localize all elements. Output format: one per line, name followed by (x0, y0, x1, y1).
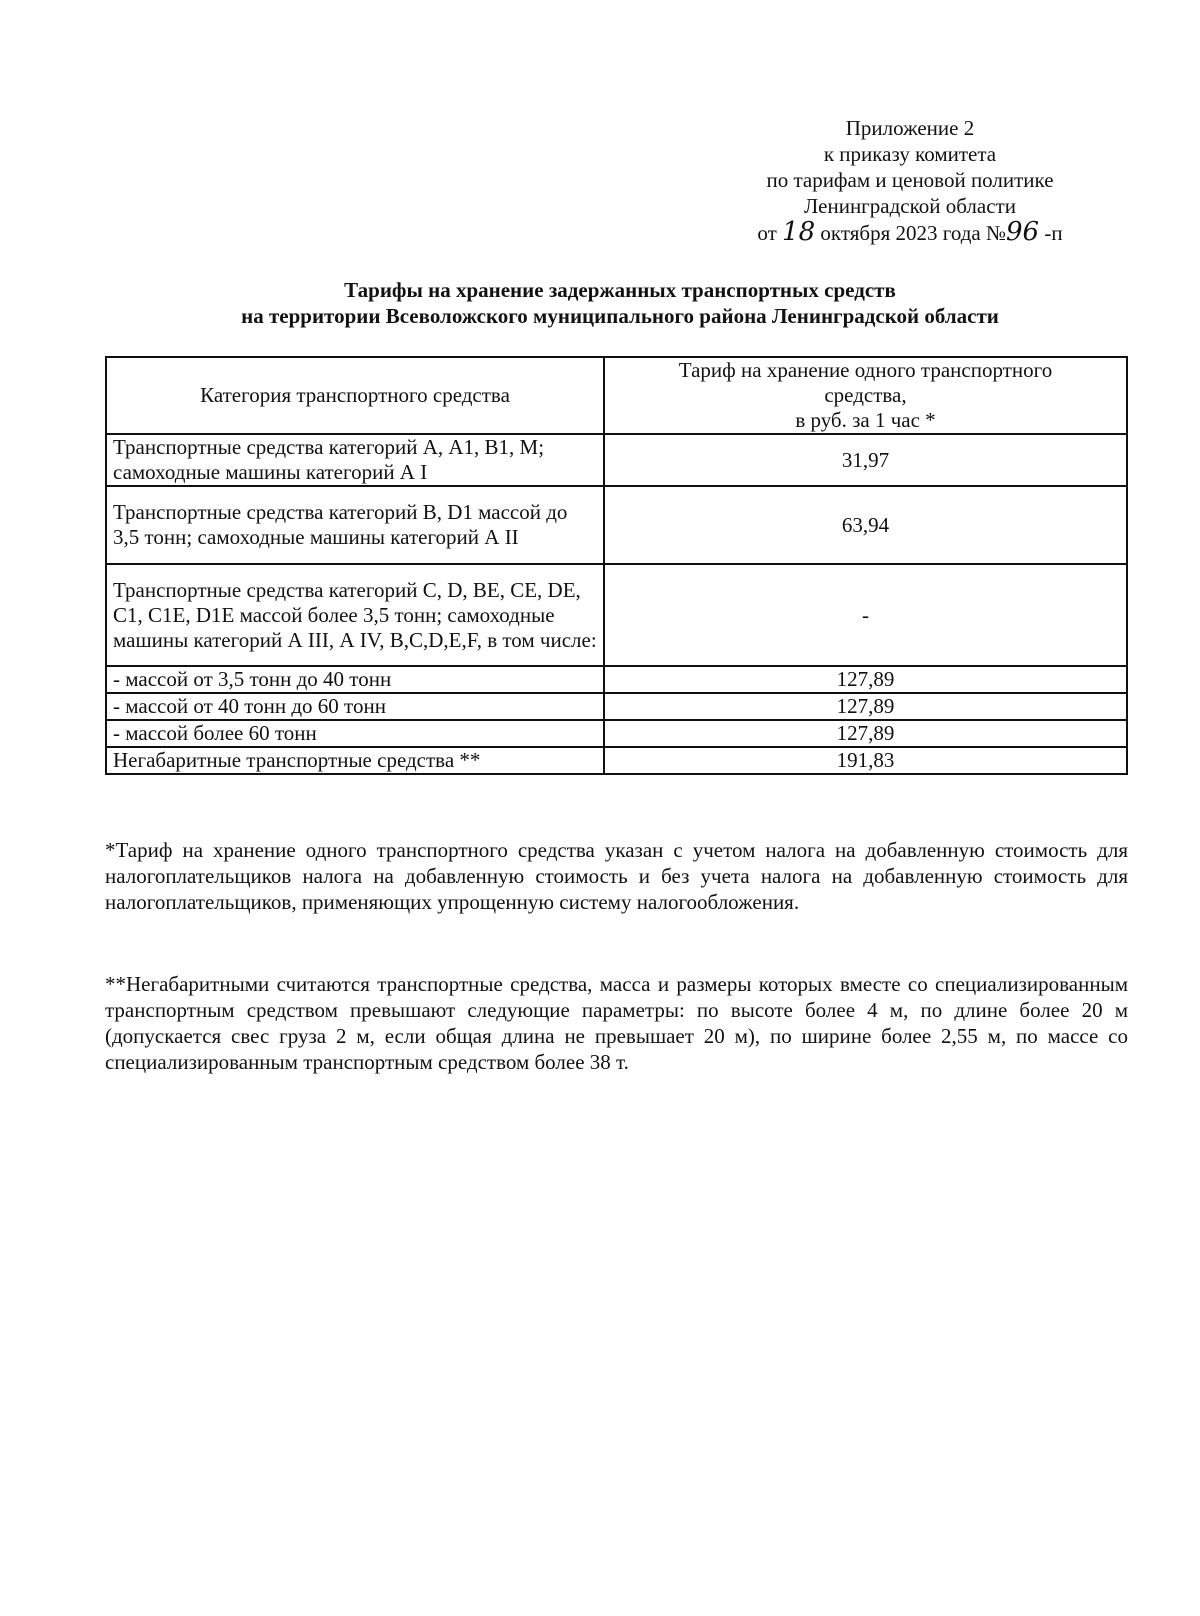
table-row (106, 720, 1127, 747)
row-category: Транспортные средства категорий C, D, BE, CE, DE, C1, C1E, D1E массой более 3,5 тонн; самоходные машины категорий А III, А IV, B,C,D,E,F, в том числе: (106, 564, 604, 666)
handwritten-day: 18 (782, 217, 816, 247)
header-tariff-line-1: Тариф на хранение одного транспортного (678, 358, 1053, 382)
row-category: - массой от 40 тонн до 60 тонн (106, 693, 604, 720)
table-row (106, 486, 1127, 564)
document-title (100, 277, 1140, 329)
row-value: 63,94 (604, 486, 1127, 564)
table-row (106, 693, 1127, 720)
date-prefix: от (757, 221, 777, 245)
header-tariff (604, 357, 1127, 434)
footnote-oversized: **Негабаритными считаются транспортные средства, масса и размеры которых вместе со специализированным транспортным средством превышают следующие параметры: по высоте более 4 м, по длине более 20 м (допускается свес груза 2 м, если общая длина не превышает 20 м), по ширине более 2,55 м, по массе со специализированным транспортным средством более 38 т. (105, 972, 1128, 1074)
table-row (106, 564, 1127, 666)
row-value: - (604, 564, 1127, 666)
row-category: Транспортные средства категорий B, D1 массой до 3,5 тонн; самоходные машины категорий А II (106, 486, 604, 564)
row-value: 31,97 (604, 434, 1127, 486)
header-tariff-line-3: в руб. за 1 час * (795, 408, 936, 432)
table-row (106, 747, 1127, 774)
order-suffix: -п (1044, 221, 1063, 245)
appendix-line-1: Приложение 2 (845, 116, 975, 140)
appendix-date-line (700, 219, 1120, 246)
table-header-row (106, 357, 1127, 434)
header-tariff-line-2: средства, (824, 383, 907, 407)
tariff-table (105, 356, 1128, 775)
row-value: 191,83 (604, 747, 1127, 774)
appendix-header (700, 115, 1120, 246)
row-value: 127,89 (604, 693, 1127, 720)
header-category: Категория транспортного средства (106, 357, 604, 434)
row-value: 127,89 (604, 666, 1127, 693)
row-category: Негабаритные транспортные средства ** (106, 747, 604, 774)
appendix-line-2: к приказу комитета (823, 142, 997, 166)
appendix-line-3: по тарифам и ценовой политике (766, 168, 1054, 192)
handwritten-order-number: 96 (1006, 217, 1040, 247)
row-category: Транспортные средства категорий А, А1, В1, М; самоходные машины категорий А I (106, 434, 604, 486)
table-row (106, 434, 1127, 486)
title-line-1: Тарифы на хранение задержанных транспортных средств (344, 278, 896, 302)
title-line-2: на территории Всеволожского муниципального района Ленинградской области (241, 304, 999, 328)
footnote-vat: *Тариф на хранение одного транспортного средства указан с учетом налога на добавленную стоимость для налогоплательщиков налога на добавленную стоимость и без учета налога на добавленную стоимость для налогоплательщиков, применяющих упрощенную систему налогообложения. (105, 838, 1128, 914)
row-category: - массой более 60 тонн (106, 720, 604, 747)
appendix-line-4: Ленинградской области (804, 194, 1016, 218)
row-category: - массой от 3,5 тонн до 40 тонн (106, 666, 604, 693)
date-middle: октября 2023 года № (820, 221, 1007, 245)
table-row (106, 666, 1127, 693)
row-value: 127,89 (604, 720, 1127, 747)
